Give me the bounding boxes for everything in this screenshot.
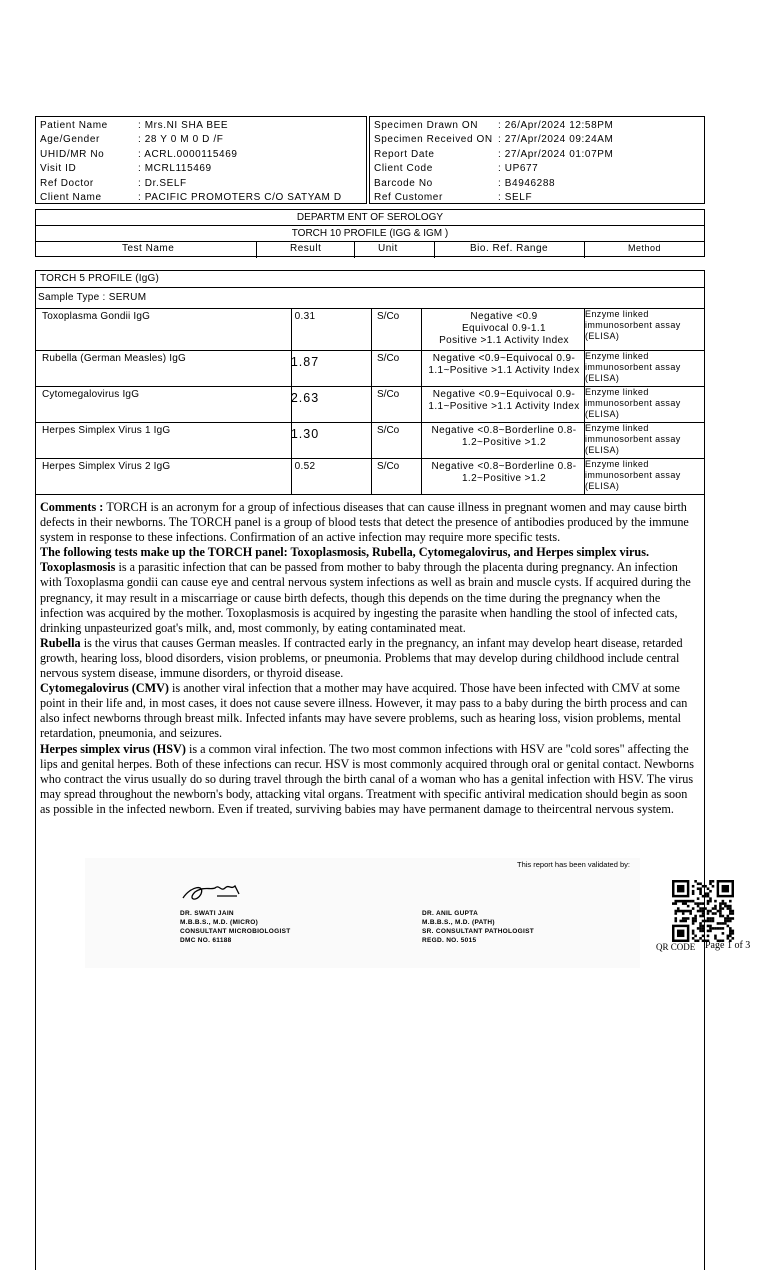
doctor-2-name: DR. ANIL GUPTA bbox=[422, 910, 479, 917]
method-line: Enzyme linked bbox=[585, 309, 649, 319]
test-range bbox=[424, 425, 584, 449]
department-header bbox=[35, 209, 705, 257]
patient-value: : ACRL.0000115469 bbox=[138, 148, 238, 160]
comment-cmv bbox=[40, 681, 698, 741]
specimen-label: Ref Customer bbox=[374, 191, 443, 203]
range-line: 1.1~Positive >1.1 Activity Index bbox=[428, 401, 580, 412]
column-result: Result bbox=[290, 243, 322, 254]
range-line: Negative <0.8~Borderline 0.8- bbox=[431, 425, 577, 436]
department-title: DEPARTM ENT OF SEROLOGY bbox=[296, 212, 444, 223]
doctor-1-reg: DMC NO. 61188 bbox=[180, 937, 232, 944]
specimen-value: : 27/Apr/2024 01:07PM bbox=[498, 148, 614, 160]
test-method bbox=[585, 423, 705, 456]
doctor-2-signature-block bbox=[422, 909, 534, 945]
validated-note: This report has been validated by: bbox=[517, 860, 630, 869]
specimen-row bbox=[370, 177, 704, 191]
specimen-row bbox=[370, 133, 704, 147]
test-range bbox=[424, 461, 584, 485]
specimen-row bbox=[370, 191, 704, 205]
rubella-label: Rubella bbox=[40, 635, 81, 650]
patient-info-list bbox=[36, 119, 366, 205]
patient-row bbox=[36, 148, 366, 162]
column-range: Bio. Ref. Range bbox=[470, 243, 549, 254]
test-result: 1.87 bbox=[290, 355, 320, 369]
method-line: (ELISA) bbox=[585, 481, 620, 491]
toxoplasmosis-label: Toxoplasmosis bbox=[40, 560, 116, 575]
specimen-label: Specimen Received ON bbox=[374, 134, 493, 146]
test-name: Herpes Simplex Virus 2 IgG bbox=[42, 461, 171, 472]
patient-row bbox=[36, 191, 366, 205]
test-unit: S/Co bbox=[377, 389, 400, 400]
method-line: immunosorbent assay bbox=[585, 434, 681, 444]
signature-icon bbox=[177, 876, 257, 906]
column-test-name: Test Name bbox=[122, 243, 175, 254]
test-name: Rubella (German Measles) IgG bbox=[42, 353, 186, 364]
patient-value: : 28 Y 0 M 0 D /F bbox=[138, 134, 224, 146]
comment-hsv bbox=[40, 742, 698, 817]
test-method bbox=[585, 351, 705, 384]
method-line: (ELISA) bbox=[585, 409, 620, 419]
range-line: Positive >1.1 Activity Index bbox=[439, 335, 569, 346]
method-line: Enzyme linked bbox=[585, 423, 649, 433]
doctor-2-reg: REGD. NO. 5015 bbox=[422, 937, 477, 944]
test-unit: S/Co bbox=[377, 353, 400, 364]
patient-label: Age/Gender bbox=[40, 134, 100, 146]
doctor-1-signature-block bbox=[180, 909, 291, 945]
specimen-info-list bbox=[370, 119, 704, 205]
method-line: immunosorbent assay bbox=[585, 470, 681, 480]
range-line: Negative <0.9~Equivocal 0.9- bbox=[432, 389, 576, 400]
specimen-value: : SELF bbox=[498, 191, 533, 203]
method-line: immunosorbent assay bbox=[585, 362, 681, 372]
hsv-label: Herpes simplex virus (HSV) bbox=[40, 741, 186, 756]
method-line: Enzyme linked bbox=[585, 459, 649, 469]
test-unit: S/Co bbox=[377, 461, 400, 472]
doctor-1-title: CONSULTANT MICROBIOLOGIST bbox=[180, 928, 291, 935]
specimen-info-box bbox=[369, 116, 705, 204]
specimen-value: : 27/Apr/2024 09:24AM bbox=[498, 134, 614, 146]
range-line: 1.1~Positive >1.1 Activity Index bbox=[428, 365, 580, 376]
patient-value: : Mrs.NI SHA BEE bbox=[138, 120, 229, 131]
method-line: Enzyme linked bbox=[585, 387, 649, 397]
doctor-1-degree: M.B.B.S., M.D. (MICRO) bbox=[180, 919, 259, 926]
comment-intro-label: Comments : bbox=[40, 500, 107, 514]
section-title: TORCH 5 PROFILE (IgG) bbox=[40, 273, 160, 284]
range-line: 1.2~Positive >1.2 bbox=[461, 437, 547, 448]
profile-title: TORCH 10 PROFILE (IGG & IGM ) bbox=[291, 228, 449, 239]
column-unit: Unit bbox=[378, 243, 398, 254]
patient-info-box bbox=[35, 116, 367, 204]
test-method bbox=[585, 459, 705, 492]
doctor-1-name: DR. SWATI JAIN bbox=[180, 910, 234, 917]
rubella-text: is the virus that causes German measles. If contracted early in the pregnancy, an infant may develop heart disease, retarded growth, hearing loss, blood disorders, vision problems, or pneumonia. Problems that may develop during childhood include central nervous system disease, immune disorders, or thyroid disease. bbox=[40, 635, 683, 681]
test-unit: S/Co bbox=[377, 425, 400, 436]
patient-label: UHID/MR No bbox=[40, 148, 105, 160]
patient-row bbox=[36, 119, 366, 133]
toxoplasmosis-text: is a parasitic infection that can be passed from mother to baby through the placenta during pregnancy. An infection with Toxoplasma gondii can cause eye and central nervous system infections as well as brain and muscle cysts. If acquired during the pregnancy, it may result in a miscarriage or cause birth defects, though this depends on the time during the pregnancy when the infection was acquired by the mother. Toxoplasmosis is acquired by ingesting the parasite when handling the stool of infected cats, drinking unpasteurized goat's milk, and, most commonly, by eating contaminated meat. bbox=[40, 560, 691, 635]
hsv-text: is a common viral infection. The two most common infections with HSV are "cold sores" affecting the lips and genital herpes. Both of these infections can recur. HSV is most commonly acquired through oral or genital contact. Newborns who contract the virus usually do so during travel through the birth canal of a woman who has a genital infection with HSV. The virus may spread throughout the newborn's body, attacking vital organs. Treatment with specific antiviral medication should begin as soon as possible in the infected newborn. Even if treated, surviving babies may have permanent damage to theircentral nervous system. bbox=[40, 741, 695, 816]
sample-type: Sample Type : SERUM bbox=[38, 292, 147, 303]
patient-row bbox=[36, 177, 366, 191]
range-line: Negative <0.8~Borderline 0.8- bbox=[431, 461, 577, 472]
test-unit: S/Co bbox=[377, 311, 400, 322]
cmv-label: Cytomegalovirus (CMV) bbox=[40, 681, 169, 696]
test-range bbox=[424, 389, 584, 413]
specimen-label: Client Code bbox=[374, 163, 433, 175]
method-line: (ELISA) bbox=[585, 373, 620, 383]
range-line: Negative <0.9 bbox=[470, 311, 538, 322]
test-method bbox=[585, 309, 705, 342]
patient-row bbox=[36, 133, 366, 147]
test-range bbox=[424, 311, 584, 347]
doctor-2-title: SR. CONSULTANT PATHOLOGIST bbox=[422, 928, 535, 935]
test-name: Cytomegalovirus IgG bbox=[42, 389, 140, 400]
comment-rubella bbox=[40, 636, 698, 681]
test-result: 0.52 bbox=[294, 461, 316, 472]
method-line: Enzyme linked bbox=[585, 351, 649, 361]
method-line: (ELISA) bbox=[585, 331, 620, 341]
method-line: (ELISA) bbox=[585, 445, 620, 455]
comment-panel-list bbox=[40, 545, 698, 560]
range-line: Negative <0.9~Equivocal 0.9- bbox=[432, 353, 576, 364]
page-number: Page 1 of 3 bbox=[705, 940, 751, 951]
patient-value: : Dr.SELF bbox=[138, 177, 187, 189]
test-method bbox=[585, 387, 705, 420]
specimen-row bbox=[370, 119, 704, 133]
test-result: 0.31 bbox=[294, 311, 316, 322]
patient-value: : PACIFIC PROMOTERS C/O SATYAM D bbox=[138, 191, 342, 203]
specimen-label: Specimen Drawn ON bbox=[374, 120, 479, 131]
method-line: immunosorbent assay bbox=[585, 398, 681, 408]
specimen-row bbox=[370, 162, 704, 176]
test-result: 2.63 bbox=[290, 391, 320, 405]
comment-intro bbox=[40, 500, 698, 545]
doctor-2-degree: M.B.B.S., M.D. (PATH) bbox=[422, 919, 495, 926]
patient-label: Visit ID bbox=[40, 163, 77, 175]
comment-toxoplasmosis bbox=[40, 560, 698, 635]
specimen-label: Barcode No bbox=[374, 177, 433, 189]
qr-label: QR CODE bbox=[656, 942, 696, 952]
specimen-value: : 26/Apr/2024 12:58PM bbox=[498, 120, 614, 131]
cmv-text: is another viral infection that a mother may have acquired. Those have been infected with CMV at some point in their life and, in most cases, it does not cause severe illness. However, it may pass to a baby during the birth process and can also infect newborns through breast milk. Infected infants may have severe problems, such as hearing loss, vision problems, mental retardation, pneumonia, and seizures. bbox=[40, 681, 688, 741]
signature-footer bbox=[85, 858, 640, 968]
patient-row bbox=[36, 162, 366, 176]
qr-code-icon bbox=[670, 880, 736, 942]
method-line: immunosorbent assay bbox=[585, 320, 681, 330]
patient-label: Ref Doctor bbox=[40, 177, 94, 189]
range-line: Equivocal 0.9-1.1 bbox=[461, 323, 547, 334]
test-range bbox=[424, 353, 584, 377]
test-result: 1.30 bbox=[290, 427, 320, 441]
range-line: 1.2~Positive >1.2 bbox=[461, 473, 547, 484]
specimen-value: : UP677 bbox=[498, 163, 539, 175]
test-name: Herpes Simplex Virus 1 IgG bbox=[42, 425, 171, 436]
column-method: Method bbox=[628, 243, 662, 253]
comments-section bbox=[40, 500, 698, 817]
test-name: Toxoplasma Gondii IgG bbox=[42, 311, 151, 322]
patient-label: Client Name bbox=[40, 191, 102, 203]
comment-panel-list-text: The following tests make up the TORCH panel: Toxoplasmosis, Rubella, Cytomegalovirus, and Herpes simplex virus. bbox=[40, 545, 649, 560]
patient-value: : MCRL115469 bbox=[138, 163, 212, 175]
specimen-label: Report Date bbox=[374, 148, 435, 160]
patient-label: Patient Name bbox=[40, 120, 108, 131]
specimen-row bbox=[370, 148, 704, 162]
comment-intro-text: TORCH is an acronym for a group of infectious diseases that can cause illness in pregnant women and may cause birth defects in their newborns. The TORCH panel is a group of blood tests that detect the presence of antibodies produced by the immune system in response to these infections. Confirmation of an active infection may require more specific tests. bbox=[40, 500, 689, 545]
specimen-value: : B4946288 bbox=[498, 177, 556, 189]
